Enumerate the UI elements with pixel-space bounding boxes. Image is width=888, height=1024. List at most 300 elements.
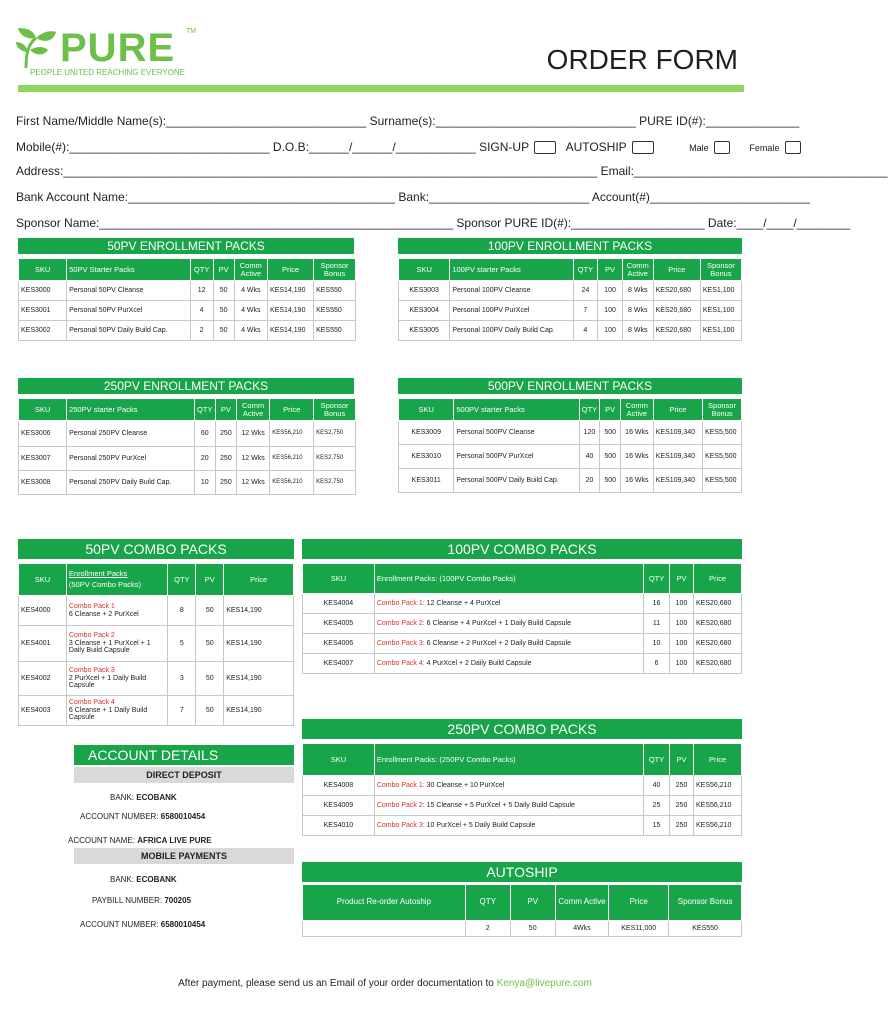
qty-cell: 7 (573, 301, 598, 321)
price-cell: KES20,680 (693, 614, 741, 634)
combo-cell (66, 662, 168, 696)
section-title-50pv-combo: 50PV COMBO PACKS (18, 539, 294, 559)
col-qty: QTY (644, 564, 670, 594)
price-cell: KES56,210 (693, 796, 741, 816)
account-number-label: ACCOUNT NUMBER: (80, 812, 161, 821)
sku-cell: KES4004 (303, 594, 375, 614)
col-pv: PV (600, 399, 621, 421)
col-pv: PV (510, 885, 555, 921)
account-name-value: AFRICA LIVE PURE (137, 836, 212, 845)
section-title-250pv-enrollment: 250PV ENROLLMENT PACKS (18, 378, 354, 394)
pv-cell: 50 (213, 301, 234, 321)
combo-cell (374, 654, 643, 674)
price-cell: KES14,190 (224, 626, 294, 662)
comm-cell: 16 Wks (620, 445, 653, 469)
pv-cell: 250 (670, 796, 694, 816)
qty-cell: 3 (168, 662, 196, 696)
col-pv: PV (213, 259, 234, 281)
col-pack: 50PV Starter Packs (67, 259, 190, 281)
col-sku: SKU (399, 399, 454, 421)
table-row[interactable] (19, 421, 356, 447)
sku-cell: KES3007 (19, 447, 67, 471)
col-qty: QTY (579, 399, 600, 421)
price-cell: KES56,210 (693, 816, 741, 836)
brand-wordmark: PURE (60, 26, 176, 70)
account-number2-value: 6580010454 (160, 920, 206, 929)
combo-cell (374, 614, 643, 634)
comm-cell: 4 Wks (234, 281, 267, 301)
pv-cell: 500 (600, 421, 621, 445)
price-cell: KES109,340 (653, 421, 702, 445)
price-cell: KES20,680 (653, 321, 700, 341)
bank-fields[interactable]: Bank Account Name:________________________________________ Bank:________________________ Account(#)________________________ (16, 190, 811, 204)
pack-cell: Personal 100PV Cleanse (450, 281, 573, 301)
comm-cell: 12 Wks (236, 421, 269, 447)
address-email-fields[interactable]: Address:________________________________________________________________________________ Email:______________________________________ (16, 164, 888, 178)
table-row[interactable] (303, 796, 742, 816)
combo-name: Combo Pack 3: (376, 821, 425, 829)
qty-cell: 16 (644, 594, 670, 614)
col-qty: QTY (194, 399, 215, 421)
pack-cell: Personal 250PV PurXcel (67, 447, 195, 471)
qty-cell: 40 (644, 776, 670, 796)
price-cell: KES56,210 (270, 471, 314, 495)
bonus-cell: KES5,500 (702, 445, 741, 469)
comm-cell: 8 Wks (622, 281, 653, 301)
price-cell: KES14,190 (224, 596, 294, 626)
bonus-cell: KES550 (314, 301, 356, 321)
combo-cell (66, 626, 168, 662)
bank2-line (110, 875, 177, 884)
col-price: Price (224, 564, 294, 596)
qty-cell: 60 (194, 421, 215, 447)
section-title-100pv-enrollment: 100PV ENROLLMENT PACKS (398, 238, 742, 254)
pack-cell: Personal 500PV Cleanse (454, 421, 579, 445)
comm-cell: 12 Wks (236, 471, 269, 495)
col-sponsor-bonus: Sponsor Bonus (314, 259, 356, 281)
qty-cell: 5 (168, 626, 196, 662)
direct-deposit-heading: DIRECT DEPOSIT (74, 767, 294, 783)
col-price: Price (693, 744, 741, 776)
combo-cell (374, 796, 643, 816)
combo-desc: 10 PurXcel + 5 Daily Build Capsule (424, 821, 536, 829)
price-cell: KES109,340 (653, 469, 702, 493)
col-comm-active: Comm Active (622, 259, 653, 281)
combo-packs-label: (50PV Combo Packs) (68, 580, 142, 589)
autoship-label: AUTOSHIP (565, 140, 627, 154)
price-cell: KES20,680 (693, 594, 741, 614)
sku-cell: KES3005 (399, 321, 450, 341)
col-product: Product Re-order Autoship (303, 885, 466, 921)
combo-cell (374, 594, 643, 614)
col-pv: PV (670, 744, 694, 776)
mobile-dob-text[interactable]: Mobile(#):______________________________ D.O.B:______/______/____________ SIGN-UP (16, 140, 529, 154)
sku-cell: KES4002 (19, 662, 67, 696)
pv-cell: 50 (213, 321, 234, 341)
col-enrollment-packs (66, 564, 168, 596)
header-divider (18, 85, 744, 92)
combo-cell (374, 634, 643, 654)
table-row[interactable] (19, 471, 356, 495)
qty-cell: 20 (579, 469, 600, 493)
qty-cell: 11 (644, 614, 670, 634)
col-qty: QTY (644, 744, 670, 776)
comm-cell: 8 Wks (622, 321, 653, 341)
pack-cell: Personal 250PV Daily Build Cap. (67, 471, 195, 495)
table-row[interactable] (19, 662, 294, 696)
pv-cell: 500 (600, 469, 621, 493)
col-sku: SKU (19, 564, 67, 596)
account-name-label: ACCOUNT NAME: (68, 836, 138, 845)
pack-cell: Personal 500PV Daily Build Cap. (454, 469, 579, 493)
table-row[interactable] (399, 281, 742, 301)
sku-cell: KES4000 (19, 596, 67, 626)
price-cell: KES11,000 (609, 921, 669, 937)
signup-checkbox[interactable] (534, 141, 556, 154)
account-number-line (80, 812, 205, 821)
product-cell[interactable] (303, 921, 466, 937)
section-title-500pv-enrollment: 500PV ENROLLMENT PACKS (398, 378, 742, 394)
pv-cell: 100 (598, 301, 623, 321)
account-number2-line (80, 920, 205, 929)
combo-desc: 6 Cleanse + 1 Daily Build Capsule (68, 706, 148, 722)
sku-cell: KES4008 (303, 776, 375, 796)
col-sku: SKU (399, 259, 450, 281)
comm-cell: 4 Wks (234, 301, 267, 321)
col-qty: QTY (465, 885, 510, 921)
col-price: Price (609, 885, 669, 921)
bank2-value: ECOBANK (136, 875, 177, 884)
sku-cell: KES3004 (399, 301, 450, 321)
col-qty: QTY (573, 259, 598, 281)
table-row[interactable] (303, 594, 742, 614)
sku-cell: KES4006 (303, 634, 375, 654)
col-pv: PV (598, 259, 623, 281)
table-row[interactable] (303, 776, 742, 796)
qty-cell: 24 (573, 281, 598, 301)
pv-cell: 100 (598, 281, 623, 301)
contact-email-link[interactable]: Kenya@livepure.com (496, 978, 592, 989)
pure-logo (14, 24, 197, 84)
pack-cell: Personal 50PV PurXcel (67, 301, 190, 321)
table-50pv-enrollment (18, 258, 356, 341)
col-comm-active: Comm Active (236, 399, 269, 421)
combo-desc: 30 Cleanse + 10 PurXcel (424, 781, 505, 789)
bank-value: ECOBANK (136, 793, 177, 802)
price-cell: KES14,190 (268, 301, 314, 321)
pack-cell: Personal 500PV PurXcel (454, 445, 579, 469)
table-row[interactable] (303, 614, 742, 634)
table-row[interactable] (303, 921, 742, 937)
qty-cell: 20 (194, 447, 215, 471)
table-row[interactable] (19, 321, 356, 341)
price-cell: KES14,190 (268, 281, 314, 301)
col-pv: PV (670, 564, 694, 594)
bonus-cell: KES2,750 (314, 421, 356, 447)
combo-desc: 6 Cleanse + 4 PurXcel + 1 Daily Build Capsule (424, 619, 572, 627)
sponsor-fields[interactable]: Sponsor Name:_____________________________________________________ Sponsor PURE ID(#):____________________ Date:____/____/________ (16, 216, 851, 230)
mobile-payments-heading: MOBILE PAYMENTS (74, 848, 294, 864)
col-sku: SKU (19, 399, 67, 421)
pack-cell: Personal 250PV Cleanse (67, 421, 195, 447)
sku-cell: KES4005 (303, 614, 375, 634)
qty-cell: 7 (168, 696, 196, 726)
table-100pv-combo (302, 563, 742, 674)
sku-cell: KES3003 (399, 281, 450, 301)
qty-cell: 2 (190, 321, 213, 341)
table-row[interactable] (19, 696, 294, 726)
qty-cell: 15 (644, 816, 670, 836)
sku-cell: KES3002 (19, 321, 67, 341)
sku-cell: KES4001 (19, 626, 67, 662)
qty-cell: 2 (465, 921, 510, 937)
combo-name: Combo Pack 1: (376, 781, 425, 789)
price-cell: KES14,190 (224, 696, 294, 726)
pv-cell: 50 (213, 281, 234, 301)
sku-cell: KES3009 (399, 421, 454, 445)
col-enrollment-packs: Enrollment Packs: (100PV Combo Packs) (374, 564, 643, 594)
pv-cell: 250 (670, 816, 694, 836)
combo-desc: 3 Cleanse + 1 PurXcel + 1 Daily Build Capsule (68, 639, 151, 655)
price-cell: KES56,210 (693, 776, 741, 796)
pv-cell: 250 (215, 471, 236, 495)
col-enrollment-packs: Enrollment Packs: (250PV Combo Packs) (374, 744, 643, 776)
pv-cell: 250 (215, 421, 236, 447)
price-cell: KES20,680 (693, 634, 741, 654)
pack-cell: Personal 100PV Daily Build Cap. (450, 321, 573, 341)
combo-cell (374, 816, 643, 836)
combo-name: Combo Pack 4: (376, 659, 425, 667)
pv-cell: 500 (600, 445, 621, 469)
col-price: Price (270, 399, 314, 421)
price-cell: KES14,190 (224, 662, 294, 696)
sku-cell: KES4003 (19, 696, 67, 726)
combo-cell (66, 596, 168, 626)
price-cell: KES56,210 (270, 421, 314, 447)
col-sponsor-bonus: Sponsor Bonus (314, 399, 356, 421)
comm-cell: 8 Wks (622, 301, 653, 321)
comm-cell: 16 Wks (620, 469, 653, 493)
account-number-value: 6580010454 (160, 812, 206, 821)
combo-desc: 2 PurXcel + 1 Daily Build Capsule (68, 674, 147, 690)
combo-desc: 6 Cleanse + 2 PurXcel (68, 610, 139, 618)
col-price: Price (653, 259, 700, 281)
combo-name: Combo Pack 2: (376, 619, 425, 627)
combo-name: Combo Pack 2: (376, 801, 425, 809)
table-row[interactable] (399, 421, 742, 445)
col-comm-active: Comm Active (620, 399, 653, 421)
section-title-autoship: AUTOSHIP (302, 862, 742, 882)
qty-cell: 10 (644, 634, 670, 654)
table-row[interactable] (19, 301, 356, 321)
sku-cell: KES4010 (303, 816, 375, 836)
qty-cell: 25 (644, 796, 670, 816)
col-qty: QTY (190, 259, 213, 281)
sku-cell: KES3006 (19, 421, 67, 447)
pv-cell: 250 (215, 447, 236, 471)
qty-cell: 8 (168, 596, 196, 626)
col-pack: 250PV starter Packs (67, 399, 195, 421)
bonus-cell: KES1,100 (700, 301, 741, 321)
col-comm-active: Comm Active (555, 885, 609, 921)
col-price: Price (653, 399, 702, 421)
combo-desc: 12 Cleanse + 4 PurXcel (424, 599, 501, 607)
pv-cell: 100 (670, 614, 694, 634)
qty-cell: 40 (579, 445, 600, 469)
bonus-cell: KES2,750 (314, 447, 356, 471)
bonus-cell: KES550 (314, 281, 356, 301)
price-cell: KES20,680 (653, 281, 700, 301)
combo-name: Combo Pack 3: (376, 639, 425, 647)
sku-cell: KES4009 (303, 796, 375, 816)
section-title-account-details: ACCOUNT DETAILS (74, 745, 294, 765)
col-sku: SKU (303, 564, 375, 594)
col-pv: PV (215, 399, 236, 421)
col-price: Price (693, 564, 741, 594)
combo-cell (66, 696, 168, 726)
combo-cell (374, 776, 643, 796)
table-100pv-enrollment (398, 258, 742, 341)
table-row[interactable] (303, 634, 742, 654)
enrollment-packs-label: Enrollment Packs (68, 569, 128, 579)
col-sku: SKU (19, 259, 67, 281)
combo-name: Combo Pack 4 (68, 698, 115, 706)
table-autoship (302, 884, 742, 937)
bank2-label: BANK: (110, 875, 137, 884)
col-comm-active: Comm Active (234, 259, 267, 281)
pack-cell: Personal 100PV PurXcel (450, 301, 573, 321)
bonus-cell: KES2,750 (314, 471, 356, 495)
col-qty: QTY (168, 564, 196, 596)
sku-cell: KES3011 (399, 469, 454, 493)
col-sku: SKU (303, 744, 375, 776)
footer-note (0, 978, 770, 989)
table-row[interactable] (303, 816, 742, 836)
pv-cell: 50 (196, 696, 224, 726)
pv-cell: 100 (670, 654, 694, 674)
pv-cell: 50 (196, 596, 224, 626)
col-pack: 100PV starter Packs (450, 259, 573, 281)
bank-label: BANK: (110, 793, 137, 802)
pv-cell: 50 (196, 662, 224, 696)
price-cell: KES14,190 (268, 321, 314, 341)
combo-desc: 4 PurXcel + 2 Daily Build Capsule (424, 659, 532, 667)
page-title: ORDER FORM (546, 44, 738, 75)
table-250pv-combo (302, 743, 742, 836)
female-checkbox[interactable] (785, 141, 801, 154)
section-title-250pv-combo: 250PV COMBO PACKS (302, 719, 742, 739)
account-number2-label: ACCOUNT NUMBER: (80, 920, 161, 929)
bonus-cell: KES1,100 (700, 321, 741, 341)
paybill-label: PAYBILL NUMBER: (92, 896, 165, 905)
table-row[interactable] (399, 301, 742, 321)
sku-cell: KES3000 (19, 281, 67, 301)
pv-cell: 50 (510, 921, 555, 937)
table-500pv-enrollment (398, 398, 742, 493)
table-row[interactable] (303, 654, 742, 674)
comm-cell: 12 Wks (236, 447, 269, 471)
comm-cell: 4Wks (555, 921, 609, 937)
paybill-value: 700205 (164, 896, 192, 905)
autoship-checkbox[interactable] (632, 141, 654, 154)
price-cell: KES20,680 (653, 301, 700, 321)
sku-cell: KES3010 (399, 445, 454, 469)
qty-cell: 4 (190, 301, 213, 321)
pack-cell: Personal 50PV Daily Build Cap. (67, 321, 190, 341)
bonus-cell: KES550 (314, 321, 356, 341)
table-row[interactable] (399, 469, 742, 493)
sku-cell: KES4007 (303, 654, 375, 674)
comm-cell: 16 Wks (620, 421, 653, 445)
table-row[interactable] (399, 321, 742, 341)
table-row[interactable] (19, 281, 356, 301)
bank-line (110, 793, 177, 802)
bonus-cell: KES1,100 (700, 281, 741, 301)
bonus-cell: KES550 (669, 921, 742, 937)
sku-cell: KES3008 (19, 471, 67, 495)
col-sponsor-bonus: Sponsor Bonus (669, 885, 742, 921)
price-cell: KES109,340 (653, 445, 702, 469)
pack-cell: Personal 50PV Cleanse (67, 281, 190, 301)
paybill-line (92, 896, 191, 905)
table-row[interactable] (399, 445, 742, 469)
combo-desc: 6 Cleanse + 2 PurXcel + 2 Daily Build Capsule (424, 639, 572, 647)
pv-cell: 50 (196, 626, 224, 662)
table-50pv-combo (18, 563, 294, 726)
combo-name: Combo Pack 2 (68, 631, 115, 639)
brand-tagline: PEOPLE UNITED REACHING EVERYONE (30, 68, 185, 77)
col-pack: 500PV starter Packs (454, 399, 579, 421)
col-sponsor-bonus: Sponsor Bonus (702, 399, 741, 421)
qty-cell: 12 (190, 281, 213, 301)
table-row[interactable] (19, 596, 294, 626)
name-fields[interactable]: First Name/Middle Name(s):______________________________ Surname(s):______________________________ PURE ID(#):______________ (16, 114, 800, 128)
table-250pv-enrollment (18, 398, 356, 495)
bonus-cell: KES5,500 (702, 421, 741, 445)
combo-desc: 15 Cleanse + 5 PurXcel + 5 Daily Build Capsule (424, 801, 575, 809)
male-checkbox[interactable] (714, 141, 730, 154)
price-cell: KES20,680 (693, 654, 741, 674)
col-pv: PV (196, 564, 224, 596)
combo-name: Combo Pack 1 (68, 602, 115, 610)
comm-cell: 4 Wks (234, 321, 267, 341)
qty-cell: 6 (644, 654, 670, 674)
mobile-dob-fields (16, 140, 803, 154)
section-title-50pv-enrollment: 50PV ENROLLMENT PACKS (18, 238, 354, 254)
footer-text: After payment, please send us an Email of your order documentation to (178, 978, 497, 989)
bonus-cell: KES5,500 (702, 469, 741, 493)
pv-cell: 100 (598, 321, 623, 341)
pv-cell: 250 (670, 776, 694, 796)
pv-cell: 100 (670, 594, 694, 614)
price-cell: KES56,210 (270, 447, 314, 471)
col-price: Price (268, 259, 314, 281)
table-row[interactable] (19, 626, 294, 662)
qty-cell: 10 (194, 471, 215, 495)
combo-name: Combo Pack 3 (68, 666, 115, 674)
female-label: Female (749, 143, 780, 153)
account-name-line (68, 836, 212, 845)
qty-cell: 4 (573, 321, 598, 341)
pv-cell: 100 (670, 634, 694, 654)
sku-cell: KES3001 (19, 301, 67, 321)
combo-name: Combo Pack 1: (376, 599, 425, 607)
male-label: Male (689, 143, 709, 153)
table-row[interactable] (19, 447, 356, 471)
qty-cell: 120 (579, 421, 600, 445)
leaf-logo-icon (14, 24, 60, 70)
trademark-mark: TM (186, 28, 197, 35)
